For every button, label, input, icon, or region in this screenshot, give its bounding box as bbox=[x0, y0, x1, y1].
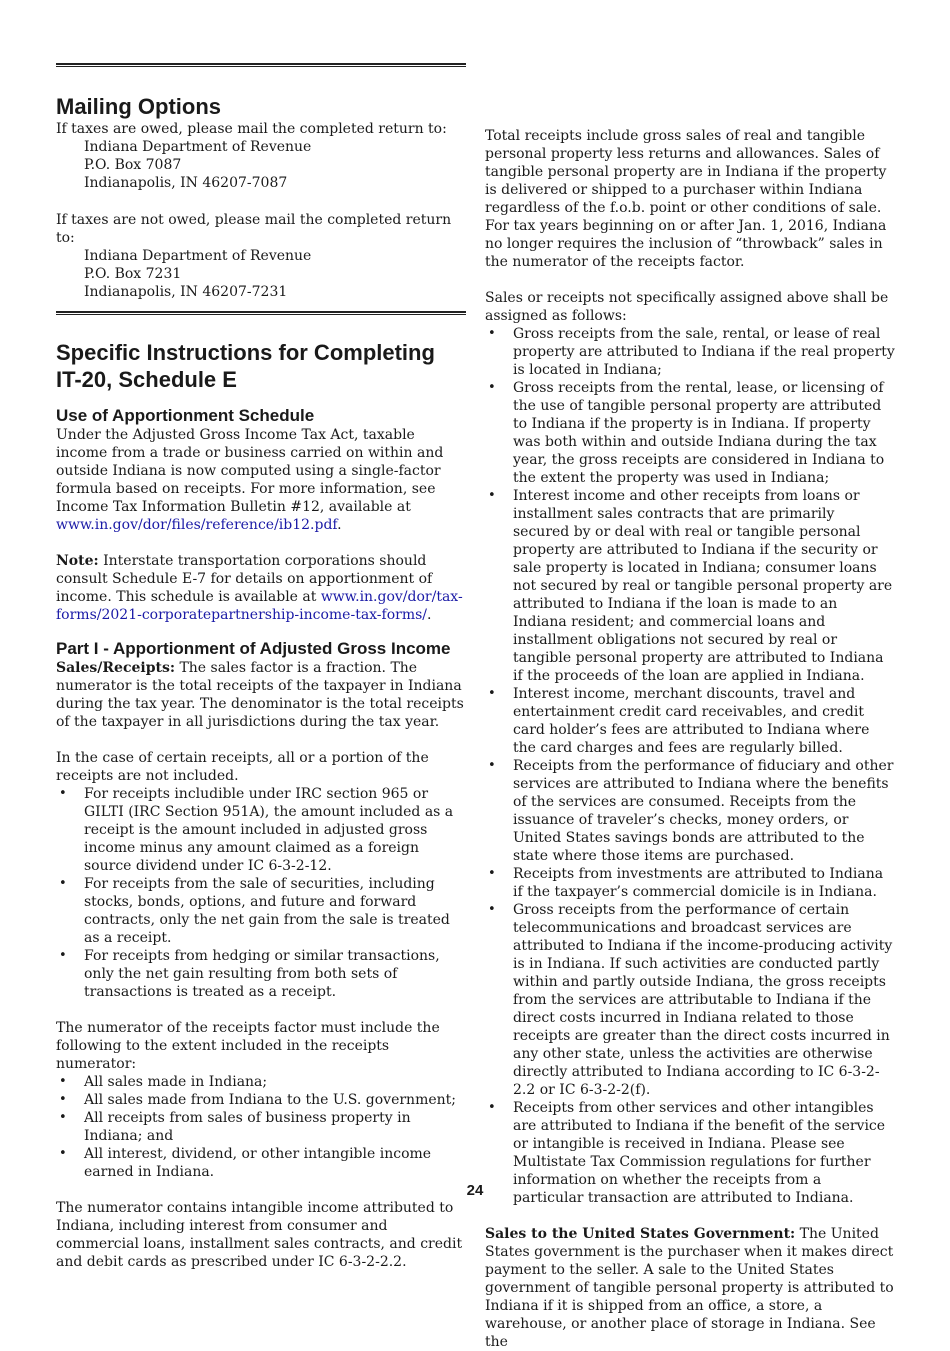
mailing-options-title: Mailing Options bbox=[56, 94, 221, 119]
list-item: • For receipts includible under IRC section 965 or GILTI (IRC Section 951A), the amount included as a receipt is the amount included in adjusted gross income minus any amount claimed as a foreign source dividend under IC 6-3-2-12. bbox=[56, 785, 466, 875]
use-of-apportionment-heading: Use of Apportionment Schedule bbox=[56, 406, 315, 425]
section-rule bbox=[56, 311, 466, 315]
total-receipts-text: Total receipts include gross sales of real and tangible personal property less returns and allowances. Sales of tangible personal property are in Indiana if the property is delivered or shipped to a purchaser within Indiana regardless of the f.o.b. point or other conditions of sale. For tax years beginning on or after Jan. 1, 2016, Indiana no longer requires the inclusion of “throwback” sales in the numerator of the receipts factor. bbox=[485, 128, 887, 270]
list-item: • Interest income, merchant discounts, travel and entertainment credit card receivables, and credit card holder’s fees are attributed to Indiana where the card charges and fees are regularly billed. bbox=[485, 685, 895, 757]
part-1-heading: Part I - Apportionment of Adjusted Gross Income bbox=[56, 639, 451, 658]
right-column bbox=[485, 0, 895, 1351]
list-item: • All receipts from sales of business property in Indiana; and bbox=[56, 1109, 466, 1145]
numerator-text: The numerator of the receipts factor must include the following to the extent included in the receipts numerator: bbox=[56, 1020, 440, 1072]
ib12-link[interactable]: www.in.gov/dor/files/reference/ib12.pdf bbox=[56, 517, 338, 533]
not-assigned-text: Sales or receipts not specifically assigned above shall be assigned as follows: bbox=[485, 290, 889, 324]
list-item: • All interest, dividend, or other intangible income earned in Indiana. bbox=[56, 1145, 466, 1181]
owed-address-line: Indianapolis, IN 46207-7087 bbox=[84, 175, 288, 191]
certain-receipts-list bbox=[56, 785, 466, 1001]
assigned-receipts-list bbox=[485, 325, 895, 1207]
us-government-paragraph: Sales to the United States Government: The United States government is the purchaser when it makes direct payment to the seller. A sale to the United States government of tangible personal property is attributed to Indiana if it is shipped from an office, a store, a warehouse, or another place of storage in Indiana. See the bbox=[485, 1226, 894, 1350]
list-item: • Receipts from other services and other intangibles are attributed to Indiana if the benefit of the service or intangible is received in Indiana. Please see Multistate Tax Commission regulations for further information on whether the receipts from a particular transaction are attributed to Indiana. bbox=[485, 1099, 895, 1207]
not-owed-address-line: Indianapolis, IN 46207-7231 bbox=[84, 284, 288, 300]
left-column bbox=[56, 0, 466, 1271]
list-item: • All sales made in Indiana; bbox=[56, 1073, 466, 1091]
owed-address-line: P.O. Box 7087 bbox=[84, 157, 182, 173]
us-government-label: Sales to the United States Government: bbox=[485, 1226, 796, 1242]
list-item: • All sales made from Indiana to the U.S. government; bbox=[56, 1091, 466, 1109]
specific-instructions-title: Specific Instructions for Completing IT-20, Schedule E bbox=[56, 340, 435, 392]
list-item: • Receipts from investments are attributed to Indiana if the taxpayer’s commercial domicile is in Indiana. bbox=[485, 865, 895, 901]
top-rule bbox=[56, 63, 466, 67]
owed-address-line: Indiana Department of Revenue bbox=[84, 139, 312, 155]
not-owed-address-line: P.O. Box 7231 bbox=[84, 266, 182, 282]
numerator-list bbox=[56, 1073, 466, 1181]
list-item: • Gross receipts from the rental, lease, or licensing of the use of tangible personal property are attributed to Indiana if the property is in Indiana. If property was both within and outside Indiana during the tax year, the gross receipts are considered in Indiana to the extent the property was used in Indiana; bbox=[485, 379, 895, 487]
note-label: Note: bbox=[56, 553, 99, 569]
intangible-income-text: The numerator contains intangible income attributed to Indiana, including interest from consumer and commercial loans, installment sales contracts, and credit and debit cards as prescribed under IC 6-3-2-2.2. bbox=[56, 1200, 463, 1270]
note-paragraph: Note: Interstate transportation corporations should consult Schedule E-7 for details on apportionment of income. This schedule is available at www.in.gov/dor/tax-forms/2021-corporatepartnership-income-tax-forms/. bbox=[56, 553, 463, 623]
tax-forms-link[interactable]: www.in.gov/dor/tax-forms/2021-corporatepartnership-income-tax-forms/ bbox=[56, 589, 463, 623]
certain-receipts-text: In the case of certain receipts, all or a portion of the receipts are not included. bbox=[56, 750, 429, 784]
not-owed-intro: If taxes are not owed, please mail the completed return to: bbox=[56, 212, 452, 246]
sales-receipts-paragraph: Sales/Receipts: The sales factor is a fraction. The numerator is the total receipts of the taxpayer in Indiana during the tax year. The denominator is the total receipts of the taxpayer in all jurisdictions during the tax year. bbox=[56, 660, 464, 730]
list-item: • Interest income and other receipts from loans or installment sales contracts that are primarily secured by or deal with real or tangible personal property are attributed to Indiana if the security or sale property is located in Indiana; consumer loans not secured by real or tangible personal property are attributed to Indiana if the loan is made to an Indiana resident; and commercial loans and installment obligations not secured by real or tangible personal property are attributed to Indiana if the proceeds of the loan are applied in Indiana. bbox=[485, 487, 895, 685]
use-of-apportionment-text: Under the Adjusted Gross Income Tax Act, taxable income from a trade or business carried on within and outside Indiana is now computed using a single-factor formula based on receipts. For more information, see Income Tax Information Bulletin #12, available at www.in.gov/dor/files/reference/ib12.pdf. bbox=[56, 427, 444, 533]
list-item: • For receipts from the sale of securities, including stocks, bonds, options, and future and forward contracts, only the net gain from the sale is treated as a receipt. bbox=[56, 875, 466, 947]
page-number: 24 bbox=[466, 1182, 484, 1199]
list-item: • Gross receipts from the performance of certain telecommunications and broadcast services are attributed to Indiana if the income-producing activity is in Indiana. If such activities are conducted partly within and partly outside Indiana, the gross receipts from the services are attributable to Indiana if the direct costs incurred in Indiana related to those receipts are greater than the direct costs incurred in any other state, unless the activities are otherwise directly attributed to Indiana according to IC 6-3-2-2.2 or IC 6-3-2-2(f). bbox=[485, 901, 895, 1099]
not-owed-address-line: Indiana Department of Revenue bbox=[84, 248, 312, 264]
list-item: • Gross receipts from the sale, rental, or lease of real property are attributed to Indiana if the real property is located in Indiana; bbox=[485, 325, 895, 379]
list-item: • For receipts from hedging or similar transactions, only the net gain resulting from both sets of transactions is treated as a receipt. bbox=[56, 947, 466, 1001]
sales-receipts-label: Sales/Receipts: bbox=[56, 660, 175, 676]
list-item: • Receipts from the performance of fiduciary and other services are attributed to Indiana where the benefits of the services are consumed. Receipts from the issuance of traveler’s checks, money orders, or United States savings bonds are attributed to the state where those items are purchased. bbox=[485, 757, 895, 865]
owed-intro: If taxes are owed, please mail the completed return to: bbox=[56, 121, 447, 137]
